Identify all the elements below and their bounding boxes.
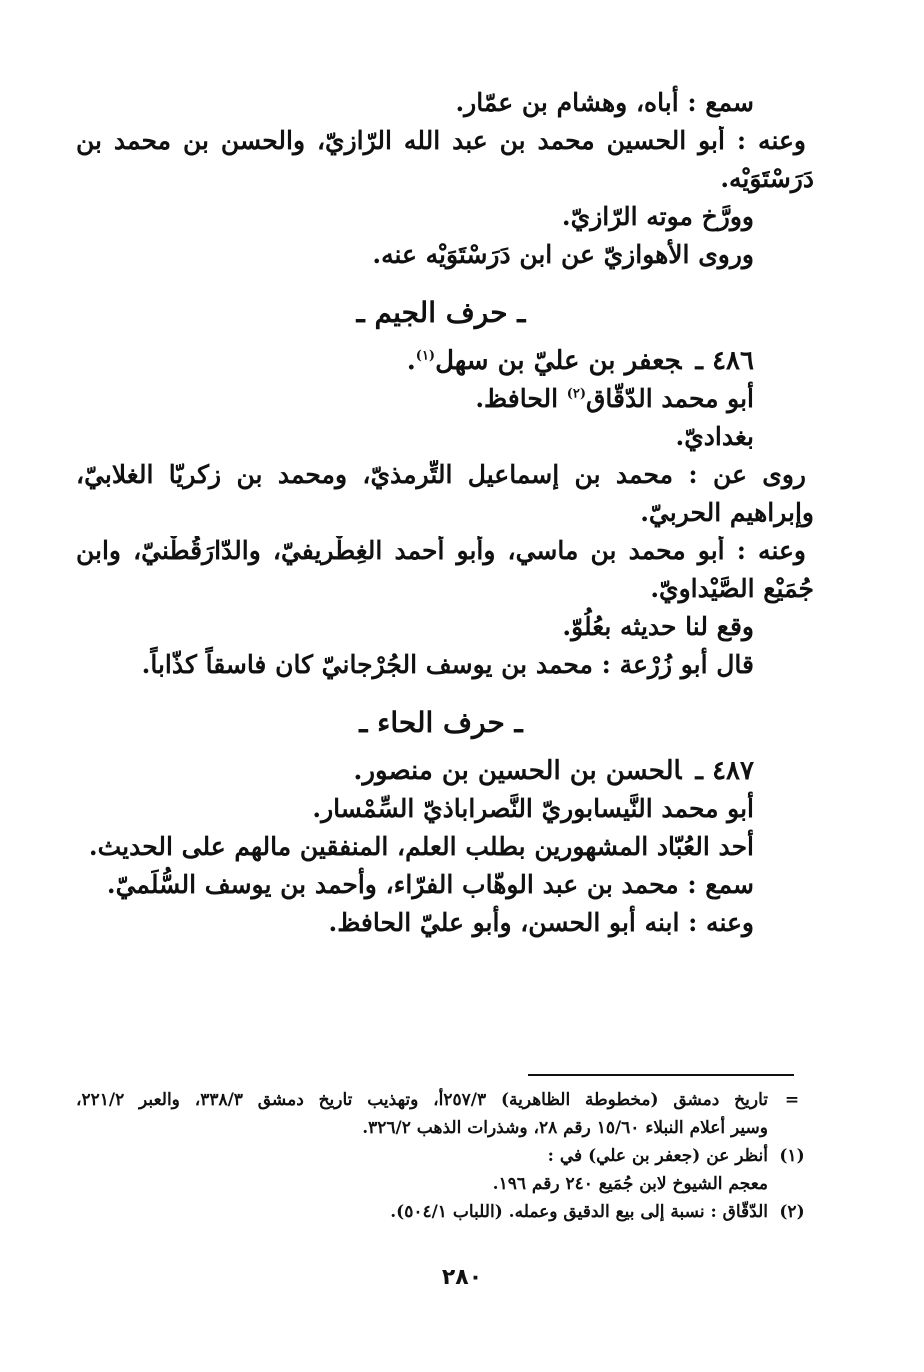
footnote-row [76,1142,816,1170]
footnote-text: وسير أعلام النبلاء ١٥/٦٠ رقم ٢٨، وشذرات الذهب ٣٢٦/٢. [362,1118,768,1138]
footnote-row [76,1114,816,1142]
footnote-text: تاريخ دمشق (مخطوطة الظاهرية) ٢٥٧/٣أ، وتهذيب تاريخ دمشق ٣٣٨/٣، والعبر ٢٢١/٢، [76,1090,768,1110]
footnote-mark: (٢) [779,1202,805,1222]
entry-title: الحسن بن الحسين بن منصور. [353,756,682,786]
text-line: دَرَسْتَوَيْه. [720,164,814,193]
entry-number: ٤٨٦ ـ [695,346,754,376]
entry-number: ٤٨٧ ـ [695,756,754,786]
footnotes-block [76,1086,816,1226]
footnote-text: الدّقّاق : نسبة إلى بيع الدقيق وعمله. (اللباب ٥٠٤/١). [390,1202,768,1222]
footnote-divider [528,1074,794,1076]
text-line: روى عن : محمد بن إسماعيل التِّرمذيّ، ومحمد بن زكريّا الغلابيّ، [76,460,806,489]
text-line: وعنه : أبو الحسين محمد بن عبد الله الرّازيّ، والحسن بن محمد بن [76,126,806,155]
footnote-row [76,1198,816,1226]
section-heading-ha: ـ حرف الحاء ـ [359,706,523,739]
entry-title-end: . [406,346,416,376]
text-line: سمع : أباه، وهشام بن عمّار. [455,88,754,117]
text-line [76,384,806,422]
footnote-text: أنظر عن (جعفر بن علي) في : [547,1146,768,1166]
spacer [76,740,806,756]
text-line: وعنه : أبو محمد بن ماسي، وأبو أحمد الغِطْريفيّ، والدّارَقُطْنيّ، وابن [76,536,806,565]
text-line: وقع لنا حديثه بعُلُوّ. [562,612,754,641]
spacer [76,330,806,346]
text-line: بغداديّ. [675,422,754,451]
footnote-mark: = [784,1090,800,1110]
text-line: وروى الأهوازيّ عن ابن دَرَسْتَوَيْه عنه. [372,240,754,269]
kunya-text-rest: الحافظ. [475,384,567,413]
main-text-block [76,88,814,946]
footnote-ref: (١) [415,348,436,364]
page-number: ٢٨٠ [441,1265,483,1290]
text-line: جُمَيْع الصَّيْداويّ. [650,574,814,603]
kunya-text: أبو محمد الدّقّاق [586,384,754,413]
text-line: أحد العُبّاد المشهورين بطلب العلم، المنفقين مالهم على الحديث. [88,832,754,861]
text-line: وعنه : ابنه أبو الحسن، وأبو عليّ الحافظ. [328,908,754,937]
footnote-row [76,1086,816,1114]
text-line: أبو محمد النَّيسابوريّ النَّصراباذيّ السِّمْسار. [312,794,754,823]
text-line: قال أبو زُرْعة : محمد بن يوسف الجُرْجانيّ كان فاسقاً كذّاباً. [141,650,754,679]
text-line: سمع : محمد بن عبد الوهّاب الفرّاء، وأحمد بن يوسف السُّلَميّ. [106,870,754,899]
entry-title: جعفر بن عليّ بن سهل [435,346,682,376]
entry-heading-486 [76,346,806,384]
footnote-text: معجم الشيوخ لابن جُمَيع ٢٤٠ رقم ١٩٦. [492,1174,768,1194]
entry-heading-487 [76,756,806,794]
footnote-mark-empty [768,1170,816,1198]
footnote-ref: (٢) [566,386,587,402]
section-heading-jim: ـ حرف الجيم ـ [356,296,526,329]
spacer [76,278,806,296]
footnote-mark: (١) [779,1146,805,1166]
spacer [76,688,806,706]
footnote-mark-empty [768,1114,816,1142]
footnote-row [76,1170,816,1198]
text-line: وإبراهيم الحربيّ. [640,498,814,527]
text-line: وورَّخ موته الرّازيّ. [561,202,754,231]
